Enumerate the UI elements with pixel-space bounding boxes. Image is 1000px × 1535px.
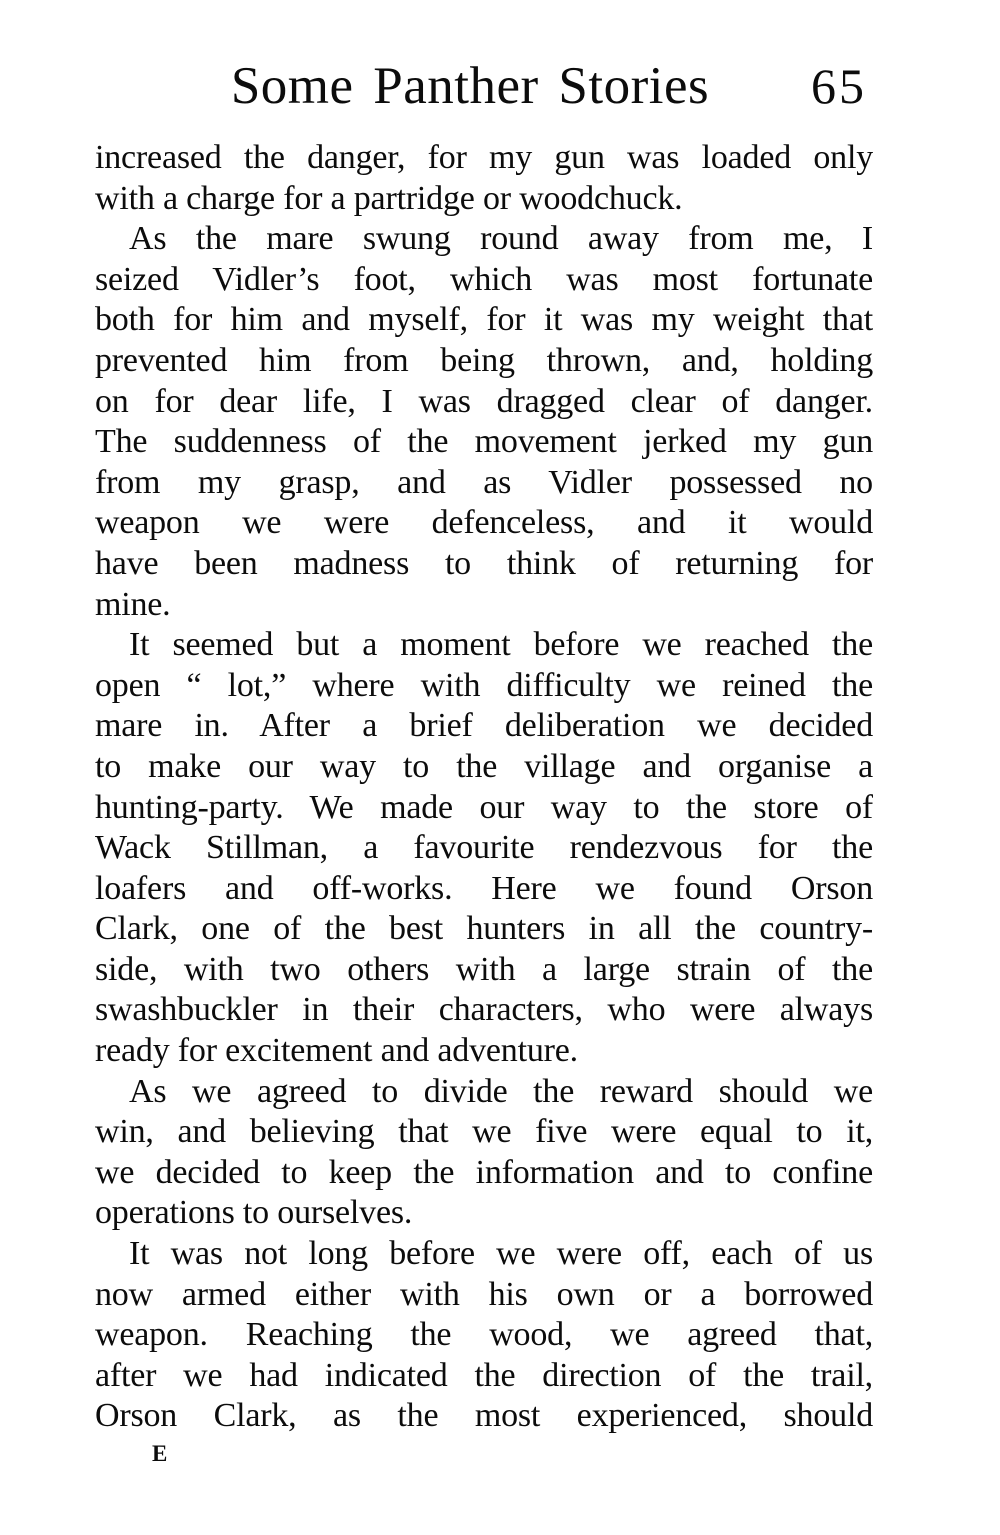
text-line: with a charge for a partridge or woodchuck. bbox=[95, 179, 683, 217]
text-line: As the mare swung round away from me, I bbox=[129, 220, 873, 258]
text-line: As we agreed to divide the reward should we bbox=[129, 1072, 873, 1110]
text-line: The suddenness of the movement jerked my gun bbox=[95, 423, 873, 461]
text-line: open “ lot,” where with difficulty we reined the bbox=[95, 666, 873, 704]
page-number: 65 bbox=[811, 58, 867, 114]
text-line: mare in. After a brief deliberation we decided bbox=[95, 707, 873, 745]
paragraph bbox=[95, 625, 873, 1072]
text-line: we decided to keep the information and to confine bbox=[95, 1153, 873, 1191]
text-line: from my grasp, and as Vidler possessed no bbox=[95, 463, 873, 501]
text-line: after we had indicated the direction of the trail, bbox=[95, 1356, 873, 1394]
text-line: ready for excitement and adventure. bbox=[95, 1032, 578, 1070]
text-line: hunting-party. We made our way to the store of bbox=[95, 788, 873, 826]
text-line: weapon we were defenceless, and it would bbox=[95, 504, 873, 542]
text-line: to make our way to the village and organise a bbox=[95, 747, 873, 785]
page-title: Some Panther Stories bbox=[230, 57, 710, 115]
signature-mark: E bbox=[152, 1441, 169, 1466]
text-line: on for dear life, I was dragged clear of danger. bbox=[95, 382, 873, 420]
text-line: It was not long before we were off, each of us bbox=[129, 1235, 873, 1273]
page-header bbox=[95, 56, 873, 120]
text-line: win, and believing that we five were equal to it, bbox=[95, 1113, 873, 1151]
text-line: Clark, one of the best hunters in all the country- bbox=[95, 910, 873, 948]
paragraph bbox=[95, 1072, 873, 1234]
text-line: both for him and myself, for it was my weight that bbox=[95, 301, 873, 339]
text-line: now armed either with his own or a borrowed bbox=[95, 1275, 873, 1313]
text-line: Wack Stillman, a favourite rendezvous for the bbox=[95, 829, 873, 867]
text-line: have been madness to think of returning for bbox=[95, 544, 873, 582]
paragraph bbox=[95, 138, 873, 219]
text-line: prevented him from being thrown, and, holding bbox=[95, 341, 873, 379]
text-line: side, with two others with a large strain of the bbox=[95, 950, 873, 988]
text-line: Orson Clark, as the most experienced, should bbox=[95, 1397, 873, 1435]
body-text bbox=[95, 138, 873, 1437]
text-line: seized Vidler’s foot, which was most fortunate bbox=[95, 260, 873, 298]
text-line: operations to ourselves. bbox=[95, 1194, 413, 1232]
text-line: It seemed but a moment before we reached the bbox=[129, 626, 873, 664]
paragraph bbox=[95, 1234, 873, 1437]
text-line: loafers and off-works. Here we found Orson bbox=[95, 869, 873, 907]
text-line: weapon. Reaching the wood, we agreed that, bbox=[95, 1316, 873, 1354]
paragraph bbox=[95, 219, 873, 625]
text-line: swashbuckler in their characters, who were always bbox=[95, 991, 873, 1029]
text-line: mine. bbox=[95, 585, 171, 623]
text-line: increased the danger, for my gun was loaded only bbox=[95, 139, 873, 176]
